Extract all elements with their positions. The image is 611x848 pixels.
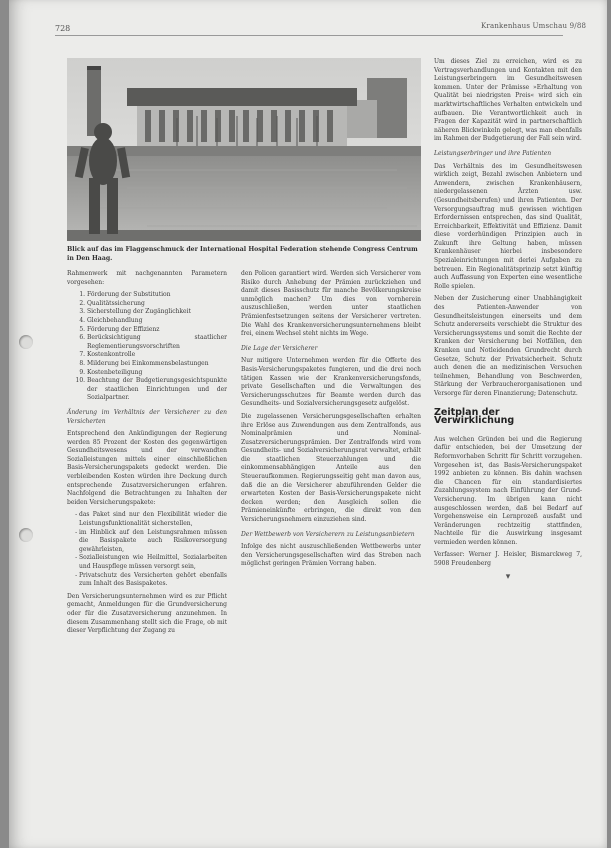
list-item: 6. Berücksichtigung staatlicher Reglementierungsvorschriften <box>87 334 227 351</box>
body-paragraph: Entsprechend den Ankündigungen der Regierung werden 85 Prozent der Kosten des gegenwärtigen Gesundheitswesens und der verwandten Sozialleistungen mittels einer einschließlichen Basis-Versicherungspakets gedeckt werden. Die verbleibenden Kosten würden ihre Deckung durch entsprechende Zusatzversicherungen erfahren. Nachfolgend die Betrachtungen zu Inhalten der beiden Versicherungspakete: <box>67 430 227 506</box>
parameter-list <box>67 291 227 403</box>
column-2 <box>241 270 421 573</box>
body-paragraph: Das Verhältnis des im Gesundheitswesen wirklich zeigt, Bezahl zwischen Anbietern und Anwendern, zwischen Krankenhäusern, niedergelassenen Ärzten usw. (Gesundheitsberufen) und ihren Patienten. Der Versorgungsauftrag muß gewissen wichtigen Erfordernissen entsprechen, das sind Qualität, Erreichbarkeit, Effektivität und Effizienz. Damit diese vorderhündigen Prinzipien auch in Zukunft ihre Geltung haben, müssen Krankenhäuser hierbei insbesondere Spezialeinrichtungen mit derlei Aufgaben zu betreuen. Ein Regionalitätsprinzip setzt künftig auch Auffassung von Experten eine wesentliche Rolle spielen. <box>434 162 582 290</box>
body-paragraph: Den Versicherungsunternehmen wird es zur Pflicht gemacht, Anmeldungen für die Grundversicherung oder für die Zusatzversicherung anzunehmen. In diesem Zusammenhang stellt sich die Frage, ob mit dieser Verpflichtung der Zugang zu <box>67 592 227 635</box>
author-note: Verfasser: Werner J. Heisler, Bismarckweg 7, 5908 Freudenberg <box>434 551 582 568</box>
body-paragraph: den Policen garantiert wird. Werden sich Versicherer vom Risiko durch Anhebung der Prämien zurückziehen und damit dieses Basisschutz für manche Bevölkerungskreise unmöglich machen? Um dies von vornherein auszuschließen, werden unter staatlichen Prämienfestsetzungen seitens der Versicherer vertreten. Die Wahl des Krankenversicherungsunternehmens bleibt frei, einem Wechsel steht nichts im Wege. <box>241 270 421 338</box>
list-item: 1. Förderung der Substitution <box>87 291 227 300</box>
section-subheading: Änderung im Verhältnis der Versicherer zu den Versicherten <box>67 408 227 425</box>
body-paragraph: Um dieses Ziel zu erreichen, wird es zu Vertragsverhandlungen und Kontakten mit den Leistungserbringern im Gesundheitswesen kommen. Unter der Prämisse »Erhaltung von Qualität bei niedrigsten Preis« wird sich ein marktwirtschaftliches Verhalten entwickeln und aufbauen. Die Verantwortlichkeit auch in Fragen der Kapazität wird in partnerschaftlich näheren Blickwinkeln gelegt, was man ebenfalls im Rahmen der Budgetierung der Fall sein wird. <box>434 58 582 143</box>
col1-intro: Rahmenwerk mit nachgenannten Parametern vorgesehen: <box>67 270 227 286</box>
list-item: - Privatschutz des Versicherten gehört ebenfalls zum Inhalt des Basispaketes. <box>79 572 227 589</box>
section-heading: Zeitplan der Verwirklichung <box>434 406 515 427</box>
list-item: - das Paket sind nur den Flexibilität wieder die Leistungsfunktionalität sicherstellen, <box>79 511 227 528</box>
section-subheading: Leistungserbringer und ihre Patienten <box>434 149 552 157</box>
photo-illustration <box>67 58 421 241</box>
section-subheading: Die Lage der Versicherer <box>241 344 318 352</box>
body-paragraph: Die zugelassenen Versicherungsgesellschaften erhalten ihre Erlöse aus Zuwendungen aus dem Zentralfonds, aus Nominalprämien und Nominal-Zusatzversicherungsprämien. Der Zentralfonds wird vom Gesundheits- und Sozialversicherungsrat verwaltet, erhält die staatlichen Steuerzahlungen und die einkommensabhängigen Anteile aus den Steueraufkommen. Regierungsseitig geht man davon aus, daß die an die Versicherer abzuführenden Gelder die erwarteten Kosten der Basis-Versicherungspakete nicht decken werden; den Ausgleich sollen die Prämieneinkünfte erbringen, die direkt von den Versicherungsnehmern einzuziehen sind. <box>241 412 421 524</box>
congress-centre-photo <box>67 58 421 241</box>
list-item: 3. Sicherstellung der Zugänglichkeit <box>87 308 227 317</box>
journal-header: Krankenhaus Umschau 9/88 <box>481 22 587 30</box>
list-item: 8. Milderung bei Einkommensbelastungen <box>87 360 227 369</box>
photo-caption: Blick auf das im Flaggenschmuck der International Hospital Federation stehende Congress Centrum in Den Haag. <box>67 246 418 262</box>
list-item: - im Hinblick auf den Leistungsrahmen müssen die Basispakete auch Risikoversorgung gewährleisten, <box>79 529 227 555</box>
body-paragraph: Nur mitigere Unternehmen werden für die Offerte des Basis-Versicherungspaketes fungieren, und die drei noch tätigen Kassen wie der Krankenversicherungsfonds, private Gesellschaften und die Verwaltungen des Versicherungsschutzes für Beamte werden durch das Gesundheits- und Sozialversicherungsgesetz aufgelöst. <box>241 357 421 408</box>
document-page <box>9 0 607 848</box>
end-mark-icon: ▾ <box>505 571 511 582</box>
punch-hole-icon <box>19 528 33 542</box>
section-subheading: Der Wettbewerb von Versicherern zu Leistungsanbietern <box>241 530 415 538</box>
list-item: 5. Förderung der Effizienz <box>87 326 227 335</box>
body-paragraph: Neben der Zusicherung einer Unabhängigkeit des Patienten-Anwender von Gesundheitsleistungen einerseits und dem Schutz andererseits verschiebt die Struktur des Versicherungssystems und somit die Rechte der Kranken der Versicherung bei Notfällen, den Kranken und Notleidenden Grundrecht durch Gesetze, Schutz der Privatsicherheit. Schutz auch denen die an medizinischen Versuchen teilnehmen, Behandlung von Beschwerden, Stärkung der Verbraucherorganisationen und Versorge für deren Finanzierung; Datenschutz. <box>434 295 582 397</box>
punch-hole-icon <box>19 335 33 349</box>
column-3 <box>434 58 582 581</box>
package-bullets <box>67 511 227 588</box>
list-item: - Sozialleistungen wie Heilmittel, Sozialarbeiten und Hauspflege müssen versorgt sein, <box>79 554 227 571</box>
body-paragraph: Infolge des nicht auszuschließenden Wettbewerbs unter den Versicherungsgesellschaften wird das Streben nach möglichst geringen Prämien Vorrang haben. <box>241 543 421 568</box>
page-number: 728 <box>55 24 71 33</box>
list-item: 9. Kostenbeteiligung <box>87 369 227 378</box>
list-item: 7. Kostenkontrolle <box>87 351 227 360</box>
list-item: 2. Qualitätssicherung <box>87 300 227 309</box>
column-1 <box>67 270 227 640</box>
list-item: 4. Gleichbehandlung <box>87 317 227 326</box>
list-item: 10. Beachtung der Budgetierungsgesichtspunkte der staatlichen Einrichtungen und der Sozialpartner. <box>87 377 227 403</box>
header-rule <box>55 35 563 36</box>
body-paragraph: Aus welchen Gründen bei und die Regierung dafür entschieden, bei der Umsetzung der Reformvorhaben Schritt für Schritt vorzugehen. Vorgesehen ist, das Basis-Versicherungspaket 1992 anbieten zu können. Bis dahin wachsen die Chancen für ein standardisiertes Zuzahlungssystem nach Einführung der Grund-Versicherung. Im übrigen kann nicht ausgeschlossen werden, daß bei Bedarf auf Vorgehensweise ein Lernprozeß ausfaßt und Veränderungen rechtzeitig stattfinden, Nachteile für die Auswirkung insgesamt vermieden werden können. <box>434 435 582 546</box>
